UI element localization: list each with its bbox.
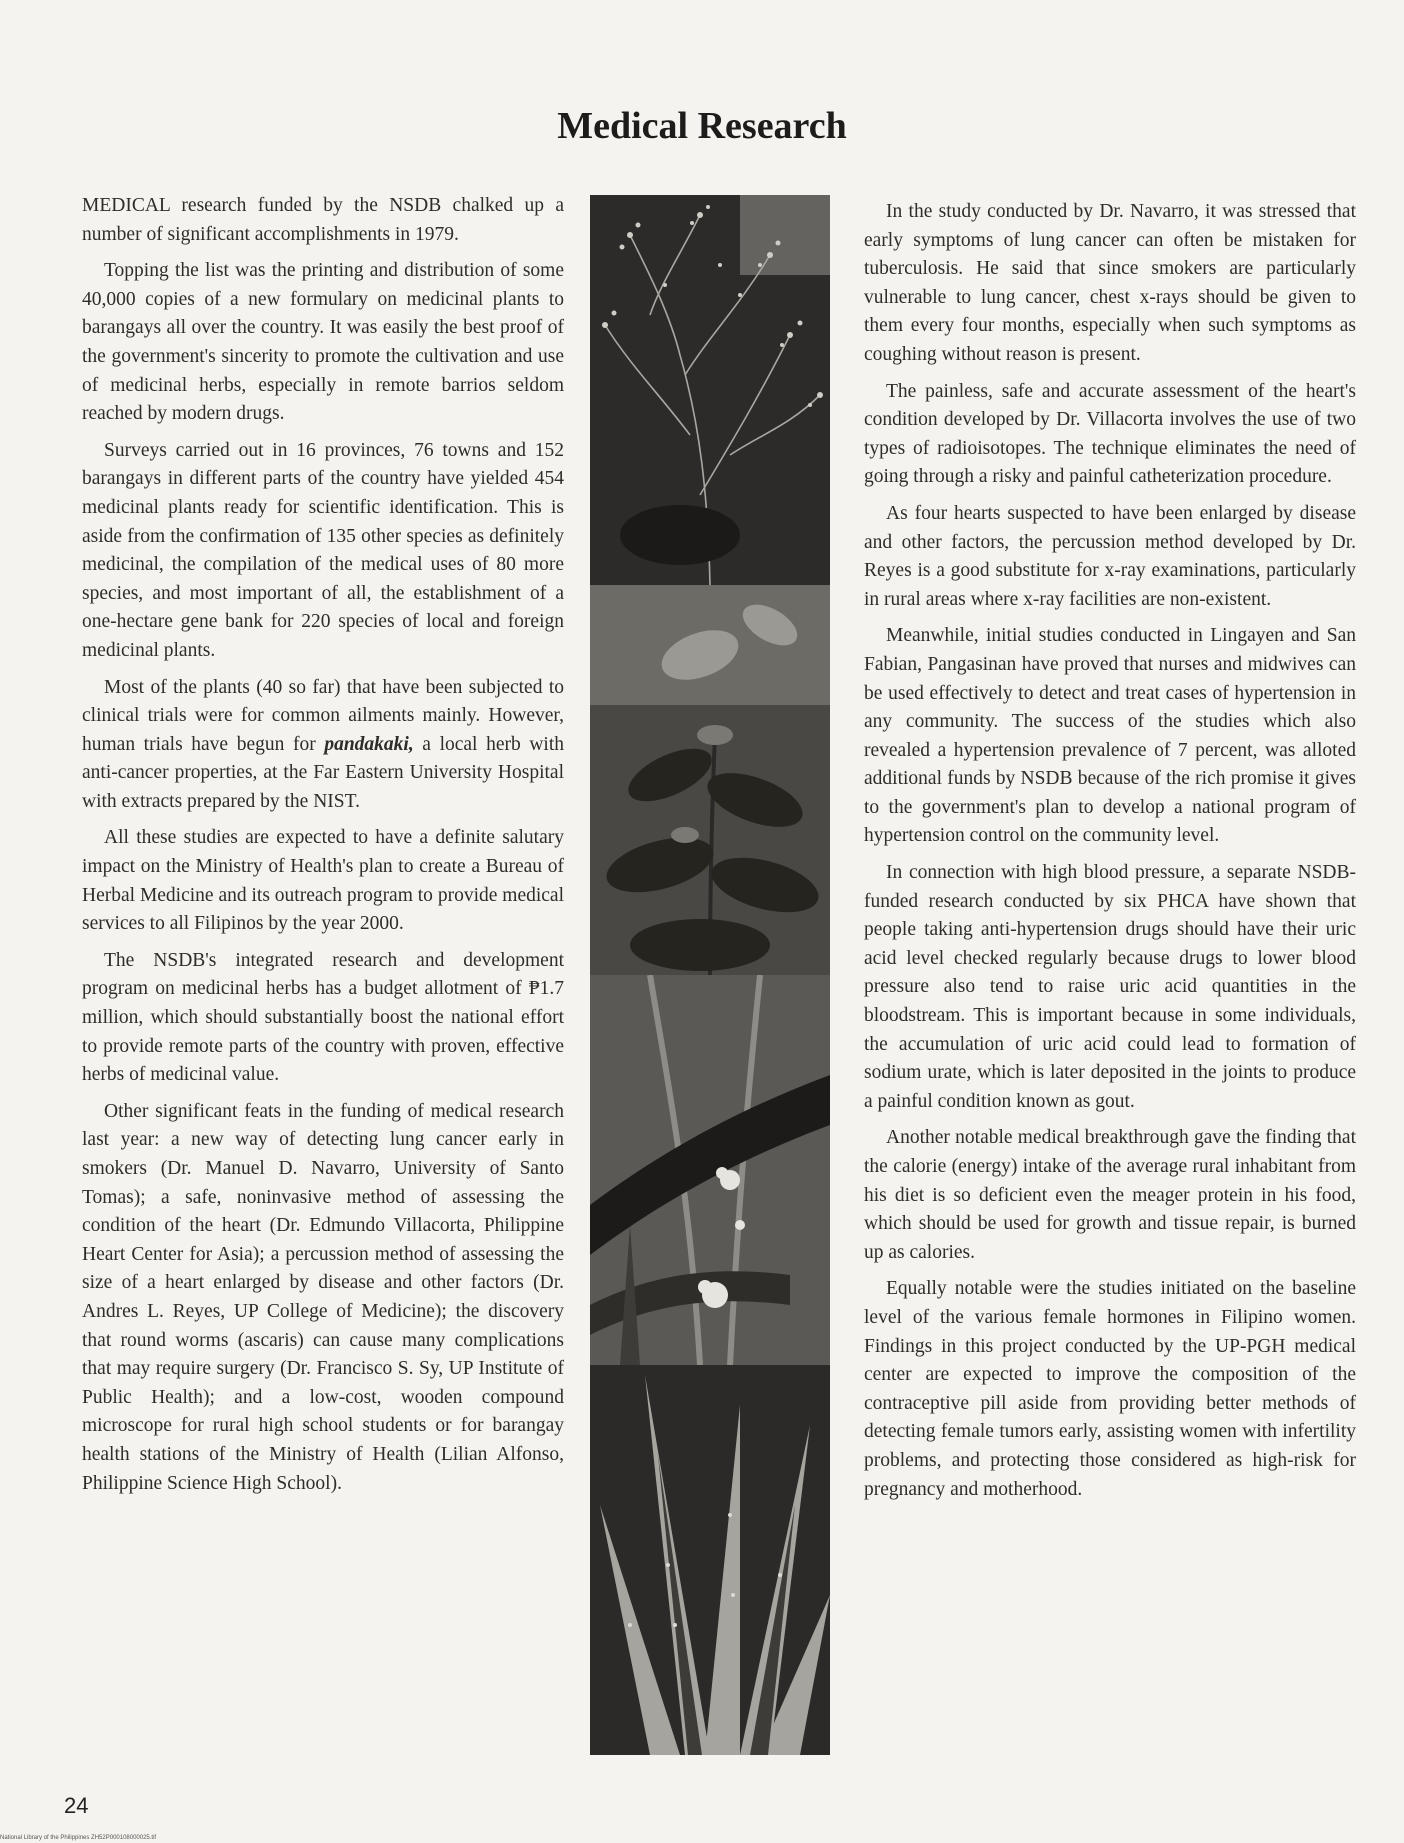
left-paragraph-2: Topping the list was the printing and distribution of some 40,000 copies of a new formulary on medicinal plants to barangays all over the country. It was easily the best proof of the government's sincerity to promote the cultivation and use of medicinal herbs, especially in remote barrios seldom reached by modern drugs. [82, 260, 564, 425]
scan-credit: National Library of the Philippines ZH52P000108000025.tif [0, 1835, 157, 1841]
right-paragraph-2: The painless, safe and accurate assessment of the heart's condition developed by Dr. Villacorta involves the use of two types of radioisotopes. The technique eliminates the need of going through a risky and painful catheterization procedure. [864, 380, 1356, 488]
left-paragraph-3: Surveys carried out in 16 provinces, 76 towns and 152 barangays in different parts of the country have yielded 454 medicinal plants ready for scientific identification. This is aside from the confirmation of 135 other species as definitely medicinal, the compilation of the medical uses of 80 more species, and most important of all, the establishment of a one-hectare gene bank for 220 species of local and foreign medicinal plants. [82, 439, 564, 661]
left-column [82, 192, 564, 1506]
grass-flower-image [590, 975, 830, 1365]
flowering-herb-photo [590, 195, 830, 585]
flowering-herb-image [590, 195, 830, 585]
paragraph-text: Most of the plants (40 so far) that have been subjected to clinical trials were for common ailments mainly. However, human trials have begun for [82, 676, 564, 755]
right-paragraph-7: Equally notable were the studies initiated on the baseline level of the various female hormones in Filipino women. Findings in this project conducted by the UP-PGH medical center are expected to improve the composition of the contraceptive pill aside from providing better methods of detecting female tumors early, assisting women with infertility problems, and protecting those considered as high-risk for pregnancy and motherhood. [864, 1278, 1356, 1500]
right-paragraph-1: In the study conducted by Dr. Navarro, it was stressed that early symptoms of lung cancer can often be mistaken for tuberculosis. He said that since smokers are particularly vulnerable to lung cancer, chest x-rays should be given to them every four months, especially when such symptoms as coughing without reason is present. [864, 201, 1356, 365]
left-paragraph-5: All these studies are expected to have a definite salutary impact on the Ministry of Health's plan to create a Bureau of Herbal Medicine and its outreach program to provide medical services to all Filipinos by the year 2000. [82, 827, 564, 935]
grass-flower-photo [590, 975, 830, 1365]
aloe-plant-photo [590, 1365, 830, 1755]
right-column [864, 198, 1356, 1512]
right-paragraph-5: In connection with high blood pressure, a separate NSDB-funded research conducted by six PHCA have shown that people taking anti-hypertension drugs should have their uric acid level checked regularly because drugs to lower blood pressure also tend to raise uric acid quantities in the bloodstream. This is important because in some individuals, the accumulation of uric acid could lead to formation of sodium urate, which is later deposited in the joints to produce a painful condition known as gout. [864, 862, 1356, 1112]
leafy-plant-photo [590, 585, 830, 975]
right-paragraph-3: As four hearts suspected to have been enlarged by disease and other factors, the percussion method developed by Dr. Reyes is a good substitute for x-ray examinations, particularly in rural areas where x-ray facilities are non-existent. [864, 502, 1356, 610]
left-paragraph-4 [82, 674, 564, 817]
left-paragraph-7: Other significant feats in the funding of medical research last year: a new way of detecting lung cancer early in smokers (Dr. Manuel D. Navarro, University of Santo Tomas); a safe, noninvasive method of assessing the condition of the heart (Dr. Edmundo Villacorta, Philippine Heart Center for Asia); a percussion method of assessing the size of a heart enlarged by disease and other factors (Dr. Andres L. Reyes, UP College of Medicine); the discovery that round worms (ascaris) can cause many complications that may require surgery (Dr. Francisco S. Sy, UP Institute of Public Health); and a low-cost, wooden compound microscope for rural high school students or for barangay health stations of the Ministry of Health (Lilian Alfonso, Philippine Science High School). [82, 1100, 564, 1494]
left-paragraph-6: The NSDB's integrated research and development program on medicinal herbs has a budget allotment of ₱1.7 million, which should substantially boost the national effort to provide remote parts of the country with proven, effective herbs of medicinal value. [82, 949, 564, 1086]
photo-strip [590, 195, 830, 1755]
right-paragraph-6: Another notable medical breakthrough gave the finding that the calorie (energy) intake of the average rural inhabitant from his diet is so deficient even the meager protein in his food, which should be used for growth and tissue repair, is burned up as calories. [864, 1127, 1356, 1263]
page-title: Medical Research [557, 105, 847, 147]
left-paragraph-1: MEDICAL research funded by the NSDB chalked up a number of significant accomplishments in 1979. [82, 195, 564, 245]
right-paragraph-4: Meanwhile, initial studies conducted in Lingayen and San Fabian, Pangasinan have proved that nurses and midwives can be used effectively to detect and treat cases of hypertension in any community. The success of the studies which also revealed a hypertension prevalence of 7 percent, was alloted additional funds by NSDB because of the rich promise it gives to the government's plan to develop a national program of hypertension control on the community level. [864, 625, 1356, 847]
leafy-plant-image [590, 585, 830, 975]
page-number: 24 [64, 1793, 89, 1818]
aloe-plant-image [590, 1365, 830, 1755]
herb-name: pandakaki, [324, 733, 414, 755]
paragraph-text: a local herb with anti-cancer properties, at the Far Eastern University Hospital with extracts prepared by the NIST. [82, 733, 565, 812]
